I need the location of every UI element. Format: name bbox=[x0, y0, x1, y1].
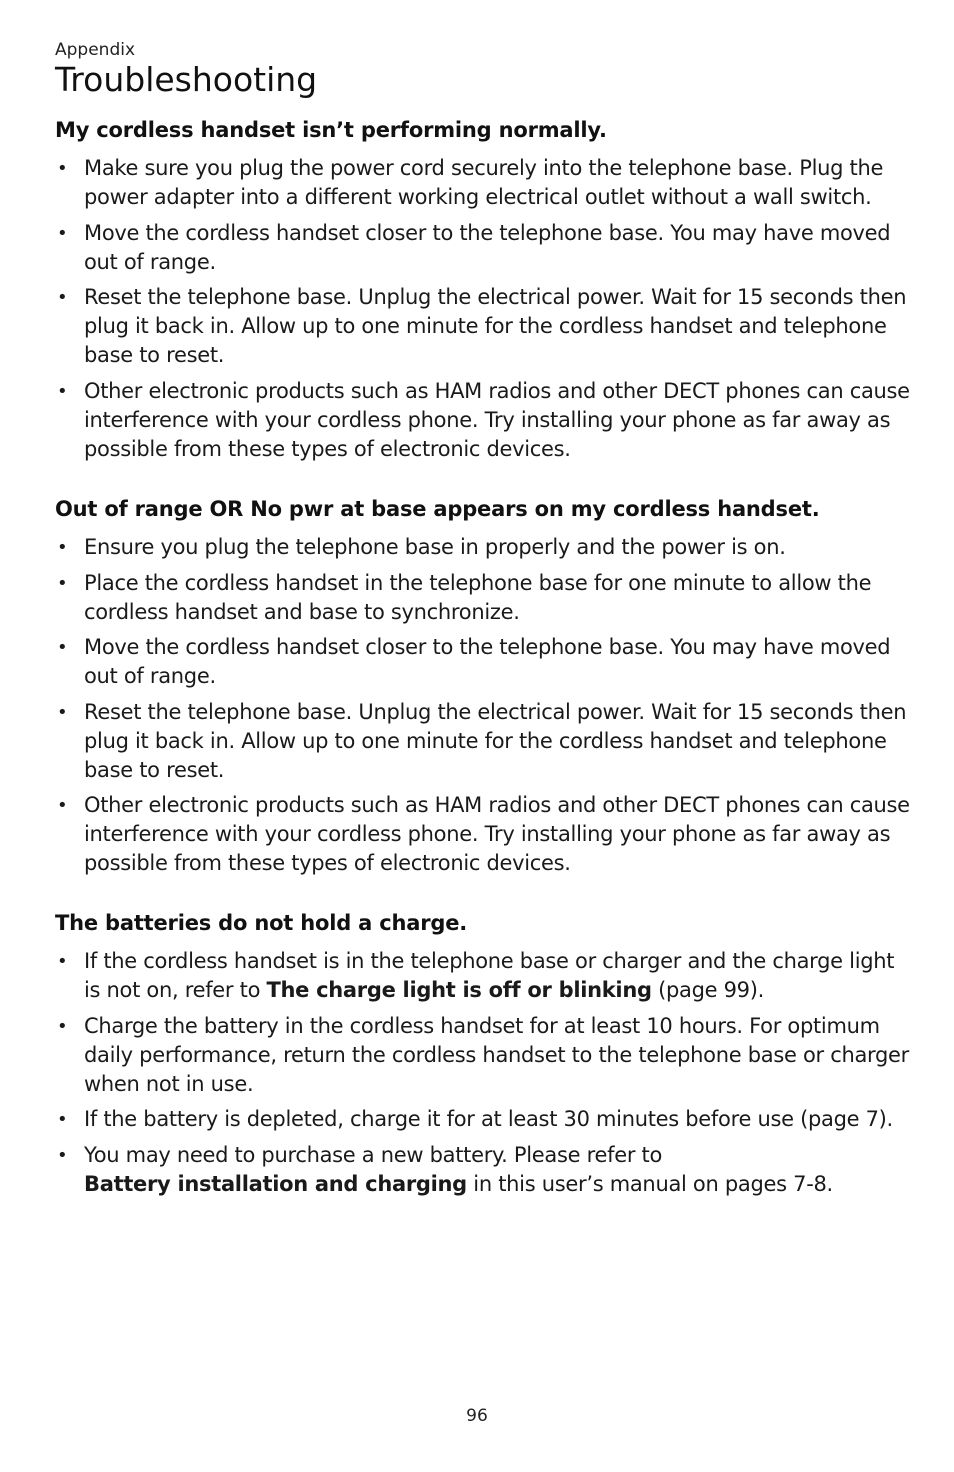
list-item: • Other electronic products such as HAM radios and other DECT phones can cause interference with your cordless phone. Try installing your phone as far away as possible from these types of electronic devices. bbox=[57, 378, 910, 461]
bullet-list bbox=[55, 154, 915, 464]
list-item: • Make sure you plug the power cord securely into the telephone base. Plug the power adapter into a different working electrical outlet without a wall switch. bbox=[57, 156, 884, 209]
list-item: • Ensure you plug the telephone base in properly and the power is on. bbox=[55, 533, 915, 562]
list-item: • Reset the telephone base. Unplug the electrical power. Wait for 15 seconds then plug it back in. Allow up to one minute for the cordless handset and telephone base to reset. bbox=[57, 699, 907, 782]
list-item: • Move the cordless handset closer to the telephone base. You may have moved out of range. bbox=[57, 220, 891, 274]
cross-reference: Battery installation and charging bbox=[84, 1171, 467, 1196]
page-title: Troubleshooting bbox=[55, 60, 318, 99]
section-out-of-range bbox=[55, 497, 915, 885]
list-item: • Place the cordless handset in the telephone base for one minute to allow the cordless handset and base to synchronize. bbox=[57, 570, 872, 624]
section-heading: The batteries do not hold a charge. bbox=[55, 911, 468, 935]
bullet-icon: • bbox=[57, 287, 68, 308]
bullet-icon: • bbox=[57, 1144, 68, 1166]
bullet-icon: • bbox=[57, 537, 68, 558]
cross-reference: The charge light is off or blinking bbox=[266, 978, 652, 1002]
bullet-icon: • bbox=[57, 795, 68, 816]
list-item: • If the cordless handset is in the telephone base or charger and the charge light is not on, refer to The charge light is off or blinking (page 99). bbox=[57, 949, 895, 1002]
section-heading: My cordless handset isn’t performing normally. bbox=[55, 118, 607, 142]
bullet-icon: • bbox=[57, 572, 68, 594]
list-item: • You may need to purchase a new battery. Please refer to Battery installation and charging in this user’s manual on pages 7-8. bbox=[57, 1142, 833, 1196]
section-batteries-no-charge bbox=[55, 911, 915, 1205]
section-handset-not-performing bbox=[55, 118, 915, 470]
list-item: • If the battery is depleted, charge it for at least 30 minutes before use (page 7). bbox=[55, 1105, 915, 1134]
bullet-list bbox=[55, 947, 915, 1199]
list-item: • Reset the telephone base. Unplug the electrical power. Wait for 15 seconds then plug it back in. Allow up to one minute for the cordless handset and telephone base to reset. bbox=[57, 285, 907, 367]
bullet-list bbox=[55, 533, 915, 878]
section-heading: Out of range OR No pwr at base appears on my cordless handset. bbox=[55, 497, 820, 521]
list-item: • Move the cordless handset closer to the telephone base. You may have moved out of range. bbox=[57, 635, 891, 688]
bullet-icon: • bbox=[57, 222, 68, 244]
bullet-icon: • bbox=[57, 701, 68, 723]
list-item: • Charge the battery in the cordless handset for at least 10 hours. For optimum daily performance, return the cordless handset to the telephone base or charger when not in use. bbox=[57, 1013, 909, 1096]
bullet-icon: • bbox=[57, 1015, 68, 1037]
bullet-icon: • bbox=[57, 380, 68, 402]
page-number: 96 bbox=[466, 1406, 488, 1426]
list-item: • Other electronic products such as HAM radios and other DECT phones can cause interference with your cordless phone. Try installing your phone as far away as possible from these types of electronic devices. bbox=[57, 793, 910, 875]
bullet-icon: • bbox=[57, 951, 68, 972]
bullet-icon: • bbox=[57, 637, 68, 658]
bullet-icon: • bbox=[57, 158, 68, 179]
section-label: Appendix bbox=[55, 40, 136, 60]
bullet-icon: • bbox=[57, 1109, 68, 1130]
